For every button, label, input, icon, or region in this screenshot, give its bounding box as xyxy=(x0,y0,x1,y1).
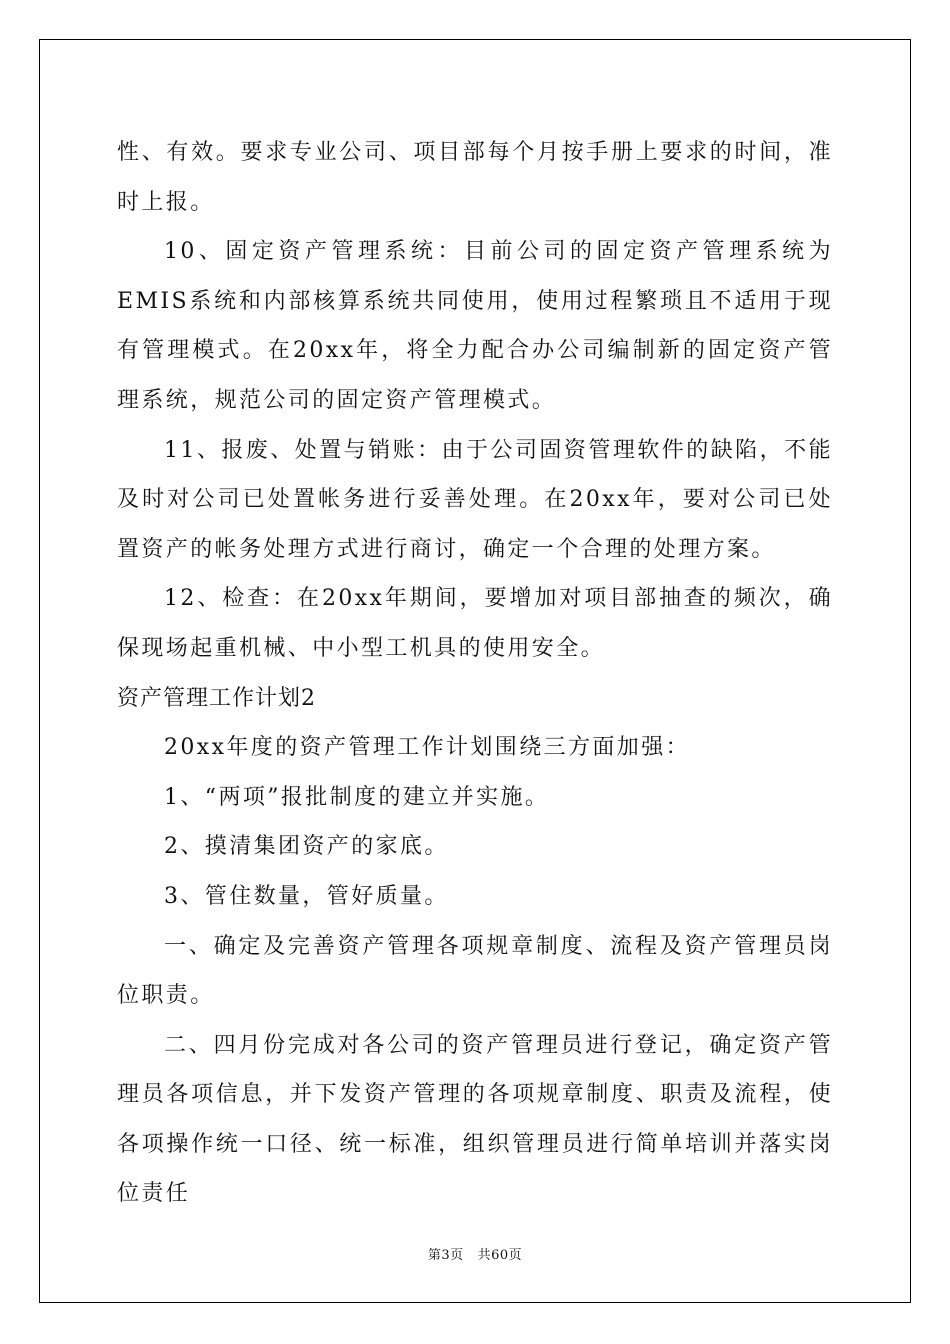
paragraph-section-two: 二、四月份完成对各公司的资产管理员进行登记，确定资产管理员各项信息，并下发资产管理的各项规章制度、职责及流程，使各项操作统一口径、统一标准，组织管理员进行简单培训并落实岗位责任 xyxy=(117,1032,833,1207)
paragraph-section-one: 一、确定及完善资产管理各项规章制度、流程及资产管理员岗位职责。 xyxy=(117,933,833,1009)
paragraph-item-10: 10、固定资产管理系统：目前公司的固定资产管理系统为EMIS系统和内部核算系统共同使用，使用过程繁琐且不适用于现有管理模式。在20xx年，将全力配合办公司编制新的固定资产管理系统，规范公司的固定资产管理模式。 xyxy=(117,239,833,413)
list-item-3: 3、管住数量，管好质量。 xyxy=(164,883,449,909)
section-title: 资产管理工作计划2 xyxy=(117,685,316,711)
paragraph-item-12: 12、检查：在20xx年期间，要增加对项目部抽查的频次，确保现场起重机械、中小型工机具的使用安全。 xyxy=(117,586,833,661)
page-number: 第3页 xyxy=(427,1248,464,1263)
paragraph-item-11: 11、报废、处置与销账：由于公司固资管理软件的缺陷，不能及时对公司已处置帐务进行妥善处理。在20xx年，要对公司已处置资产的帐务处理方式进行商讨，确定一个合理的处理方案。 xyxy=(117,437,833,562)
paragraph-continuation: 性、有效。要求专业公司、项目部每个月按手册上要求的时间，准时上报。 xyxy=(117,140,833,215)
paragraph-intro: 20xx年度的资产管理工作计划围绕三方面加强： xyxy=(164,735,691,761)
list-item-2: 2、摸清集团资产的家底。 xyxy=(164,834,449,860)
total-pages: 共60页 xyxy=(477,1248,523,1263)
list-item-1: 1、“两项”报批制度的建立并实施。 xyxy=(164,784,550,810)
document-body xyxy=(117,128,833,1219)
page-footer xyxy=(0,1244,950,1263)
